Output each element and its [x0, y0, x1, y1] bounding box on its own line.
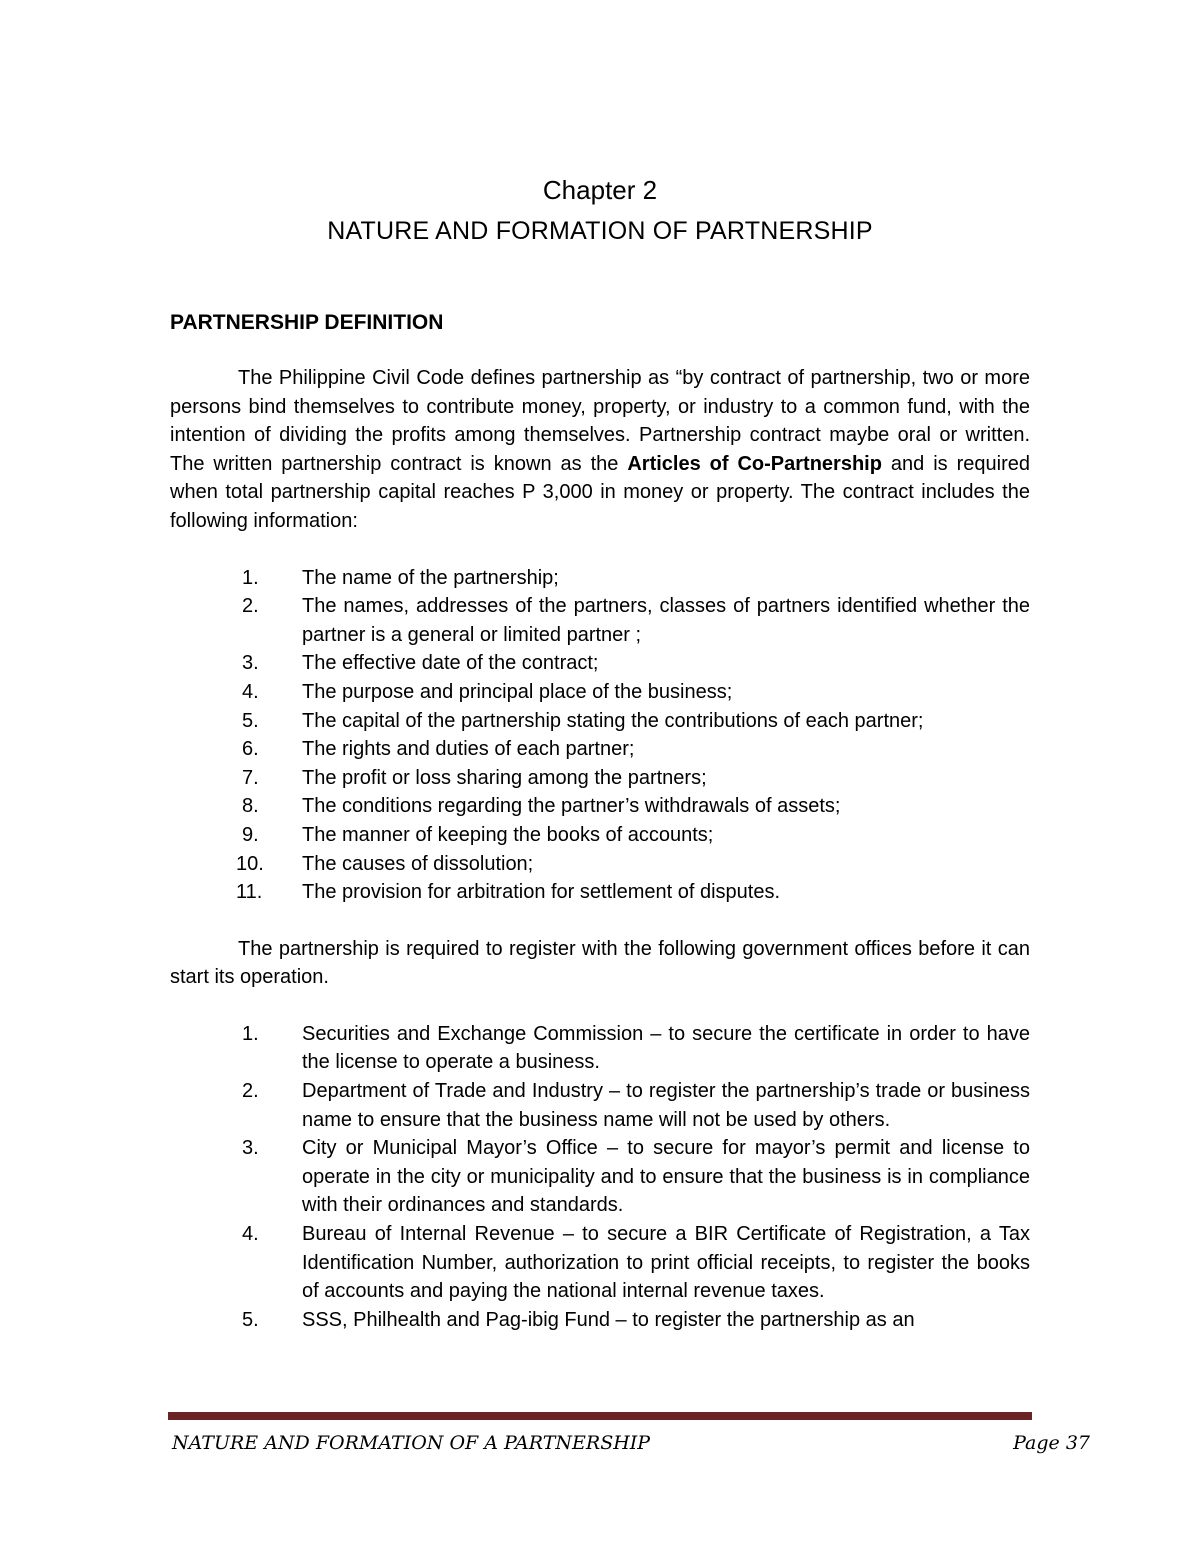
list-item-number: 10. — [236, 852, 264, 875]
list-item-number: 9. — [242, 823, 259, 846]
definition-text-after: and is required when total partnership capital reaches P 3,000 in money or property. The contract includes the following information: — [170, 452, 1030, 532]
list-item — [170, 592, 1030, 649]
chapter-subtitle: NATURE AND FORMATION OF PARTNERSHIP — [327, 217, 873, 245]
list-item-text: Bureau of Internal Revenue – to secure a BIR Certificate of Registration, a Tax Identification Number, authorization to print official receipts, to register the books of accounts and paying the national internal revenue taxes. — [302, 1223, 1030, 1303]
body-content — [170, 306, 1030, 1362]
list-item — [170, 1077, 1030, 1134]
list-item-text: City or Municipal Mayor’s Office – to secure for mayor’s permit and license to operate in the city or municipality and to ensure that the business is in compliance with their ordinances and standards. — [302, 1137, 1030, 1217]
list-item — [170, 792, 1030, 821]
list-item-number: 3. — [242, 1137, 259, 1160]
list-item-text: SSS, Philhealth and Pag-ibig Fund – to register the partnership as an — [302, 1308, 915, 1331]
list-item-text: Department of Trade and Industry – to register the partnership’s trade or business name to ensure that the business name will not be used by others. — [302, 1080, 1030, 1131]
registration-paragraph: The partnership is required to register with the following government offices before it can start its operation. — [170, 937, 1030, 989]
list-item-text: Securities and Exchange Commission – to secure the certificate in order to have the license to operate a business. — [302, 1022, 1030, 1074]
list-item — [170, 1134, 1030, 1220]
list-item-number: 4. — [242, 680, 259, 703]
footer-running-title: NATURE AND FORMATION OF A PARTNERSHIP — [172, 1432, 651, 1454]
list-item-text: The purpose and principal place of the business; — [302, 680, 733, 703]
definition-paragraph — [170, 364, 1030, 536]
list-item-text: The causes of dissolution; — [302, 852, 534, 875]
list-item-text: The names, addresses of the partners, classes of partners identified whether the partner is a general or limited partner ; — [302, 595, 1030, 646]
list-item — [170, 564, 1030, 593]
chapter-title: Chapter 2 — [542, 175, 658, 205]
list-item-text: The name of the partnership; — [302, 566, 559, 589]
list-item-number: 4. — [242, 1223, 259, 1246]
list-item-text: The effective date of the contract; — [302, 652, 599, 675]
list-item-text: The profit or loss sharing among the partners; — [302, 766, 707, 789]
list-item — [170, 878, 1030, 907]
list-item — [170, 850, 1030, 879]
list-item-number: 6. — [242, 738, 259, 761]
list-item-text: The provision for arbitration for settlement of disputes. — [302, 881, 781, 904]
list-item-text: The rights and duties of each partner; — [302, 738, 635, 761]
articles-term: Articles of Co-Partnership — [627, 452, 882, 475]
list-item-number: 1. — [242, 1022, 259, 1045]
page-number: Page 37 — [1013, 1432, 1090, 1454]
list-item — [170, 764, 1030, 793]
definition-text-before: The Philippine Civil Code defines partnership as “by contract of partnership, two or more persons bind themselves to contribute money, property, or industry to a common fund, with the intention of dividing the profits among themselves. Partnership contract maybe oral or written. The written partnership contract is known as the — [170, 367, 1030, 475]
list-item-text: The conditions regarding the partner’s withdrawals of assets; — [302, 795, 841, 818]
list-item-number: 11. — [236, 881, 263, 904]
list-item — [170, 678, 1030, 707]
list-item — [170, 821, 1030, 850]
list-item — [170, 649, 1030, 678]
registration-items-list — [170, 1020, 1030, 1335]
list-item-number: 5. — [242, 709, 259, 732]
list-item-number: 3. — [242, 652, 259, 675]
section-heading: PARTNERSHIP DEFINITION — [170, 311, 444, 334]
list-item-number: 7. — [242, 766, 259, 789]
list-item-number: 2. — [242, 595, 259, 618]
list-item-number: 2. — [242, 1080, 259, 1103]
list-item-number: 1. — [242, 566, 259, 589]
list-item — [170, 735, 1030, 764]
list-item — [170, 1306, 1030, 1335]
contract-items-list — [170, 564, 1030, 907]
list-item — [170, 1220, 1030, 1306]
list-item-number: 8. — [242, 795, 259, 818]
list-item — [170, 707, 1030, 736]
list-item-text: The manner of keeping the books of accounts; — [302, 823, 714, 846]
footer-divider — [168, 1412, 1032, 1420]
list-item-number: 5. — [242, 1308, 259, 1331]
list-item-text: The capital of the partnership stating the contributions of each partner; — [302, 709, 924, 732]
list-item — [170, 1020, 1030, 1077]
